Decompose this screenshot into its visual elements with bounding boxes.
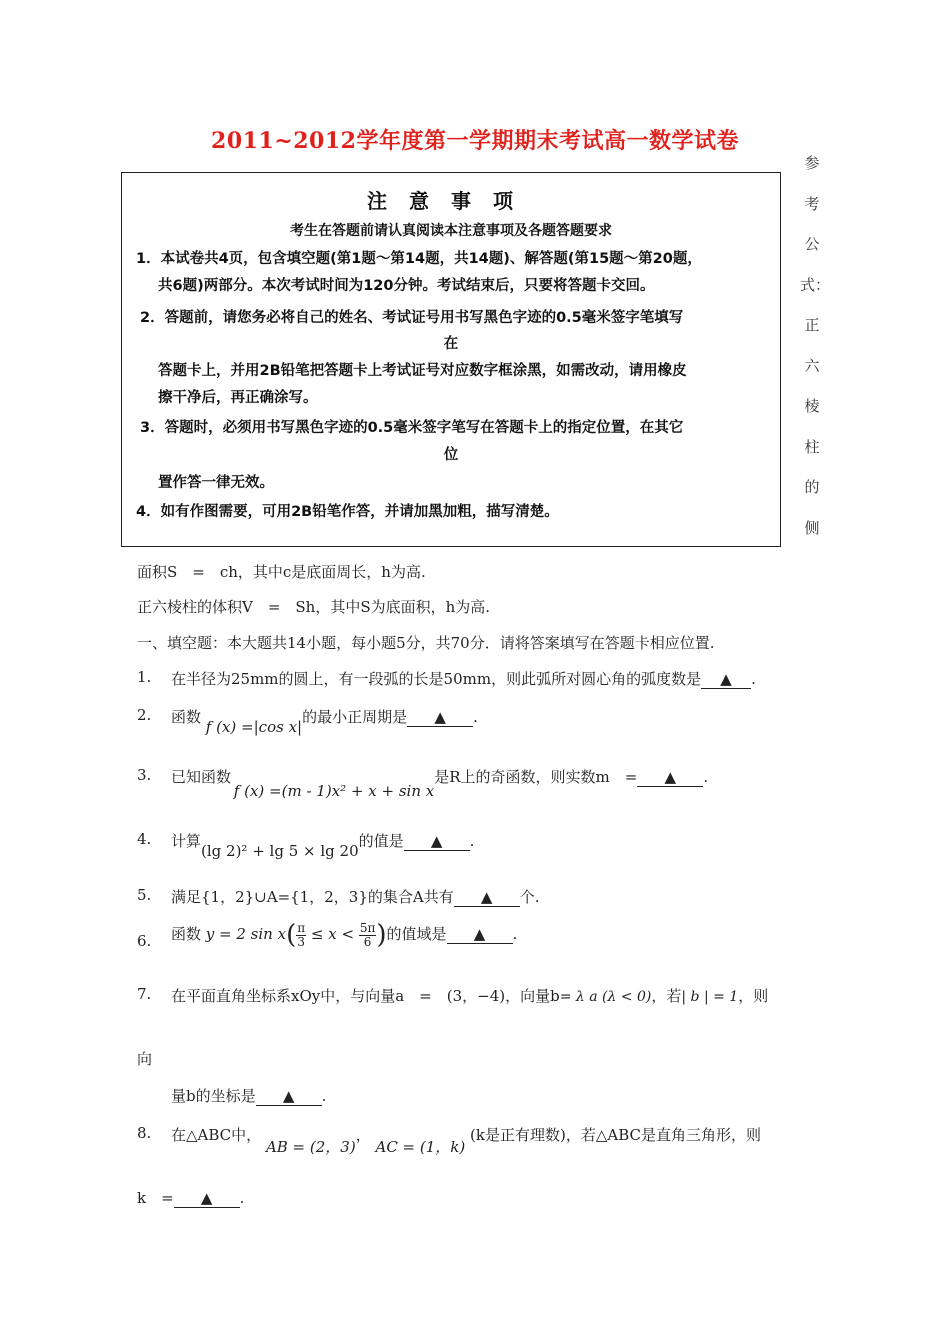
math-expression: = λ a (λ < 0)	[559, 989, 652, 1005]
question-7	[171, 985, 768, 1006]
notice-line: 4．如有作图需要，可用2B铅笔作答，并请加黑加粗，描写清楚。	[136, 504, 559, 520]
question-text: 已知函数	[171, 768, 232, 786]
math-expression: | b | = 1	[681, 989, 739, 1005]
answer-blank: ▲	[407, 709, 473, 727]
question-8-cont: k = ▲ .	[137, 1189, 245, 1207]
answer-blank: ▲	[256, 1088, 322, 1106]
question-5	[171, 886, 539, 907]
notice-line: 2．答题前，请您务必将自己的姓名、考试证号用书写黑色字迹的0.5毫米签字笔填写	[140, 310, 684, 326]
notice-line: 答题卡上，并用2B铅笔把答题卡上考试证号对应数字框涂黑，如需改动，请用橡皮	[158, 363, 687, 379]
question-number: 3.	[137, 766, 152, 784]
math-expression: ≤ x <	[310, 925, 355, 943]
question-4: 计算(lg 2)² + lg 5 × lg 20的值是 ▲ .	[171, 832, 475, 860]
side-char: 考	[804, 194, 820, 213]
question-number: 7.	[137, 985, 152, 1003]
notice-subheading: 考生在答题前请认真阅读本注意事项及各题答题要求	[290, 223, 612, 239]
question-text: 量b的坐标是	[171, 1087, 256, 1105]
question-number: 5.	[137, 886, 152, 904]
question-text: 计算	[171, 832, 202, 850]
side-char: 式：	[800, 275, 831, 294]
formula-volume: 正六棱柱的体积V = Sh，其中S为底面积，h为高.	[137, 598, 491, 616]
question-text: (k是正有理数)，若△ABC是直角三角形，则	[470, 1126, 761, 1144]
notice-heading: 注意事项	[367, 189, 535, 213]
question-text: ，若	[651, 987, 682, 1005]
answer-blank: ▲	[447, 926, 513, 944]
section-heading: 一、填空题：本大题共14小题，每小题5分，共70分．请将答案填写在答题卡相应位置.	[137, 634, 715, 652]
question-text: 的值是	[358, 832, 404, 850]
notice-line: 在	[443, 336, 459, 352]
notice-line: 3．答题时，必须用书写黑色字迹的0.5毫米签字笔写在答题卡上的指定位置，在其它	[140, 420, 684, 436]
formula-lateral-area: 面积S = ch，其中c是底面周长，h为高.	[137, 563, 426, 581]
side-char: 六	[804, 356, 820, 375]
question-text: 在平面直角坐标系xOy中，与向量a = (3，−4)，向量b	[171, 987, 560, 1005]
question-number: 6.	[137, 932, 152, 950]
question-number: 8.	[137, 1124, 152, 1142]
answer-blank: ▲	[404, 833, 470, 851]
side-formula-label	[800, 152, 831, 557]
side-char: 公	[804, 235, 820, 253]
question-text: 在半径为25mm的圆上，有一段弧的长是50mm，则此弧所对圆心角的弧度数是	[171, 670, 702, 688]
notice-line: 擦干净后，再正确涂写。	[158, 390, 318, 406]
answer-blank: ▲	[454, 889, 520, 907]
answer-blank: ▲	[701, 671, 751, 689]
question-number: 4.	[137, 830, 152, 848]
side-char: 的	[804, 478, 820, 496]
notice-line: 共6题)两部分。本次考试时间为120分钟。考试结束后，只要将答题卡交回。	[158, 278, 655, 294]
math-expression: y = 2 sin x	[205, 925, 287, 943]
question-7-cont: 量b的坐标是 ▲ .	[171, 1087, 327, 1105]
fraction-5pi-over-6: $\frac{5\pi}{6}$	[359, 920, 376, 949]
question-1: 在半径为25mm的圆上，有一段弧的长是50mm，则此弧所对圆心角的弧度数是 ▲ .	[171, 670, 756, 688]
question-text: ，则	[738, 987, 769, 1005]
answer-blank: ▲	[174, 1190, 240, 1208]
math-expression: f (x) =|cos x|	[205, 718, 303, 736]
math-expression: AC = (1，k)	[375, 1138, 466, 1156]
question-text: 的值域是	[386, 925, 447, 943]
question-text: 函数	[171, 925, 202, 943]
side-char: 侧	[804, 518, 820, 537]
question-number: 2.	[137, 706, 152, 724]
question-6: 函数 y = 2 sin x( $\frac{\pi}{3}$ ≤ x < $\frac{5\pi}{6}$ )的值域是 ▲ .	[171, 920, 518, 950]
question-text: 的最小正周期是	[302, 708, 408, 726]
notice-line: 1．本试卷共4页，包含填空题(第1题～第14题，共14题)、解答题(第15题～第20题，	[136, 251, 702, 267]
question-text: 是R上的奇函数，则实数m =	[434, 768, 638, 786]
question-text: 个.	[519, 888, 540, 906]
side-char: 棱	[804, 397, 820, 415]
question-3: 已知函数 f (x) =(m - 1)x² + x + sin x是R上的奇函数，则实数m = ▲ .	[171, 768, 709, 800]
math-expression: f (x) =(m - 1)x² + x + sin x	[233, 782, 435, 800]
math-expression: (lg 2)² + lg 5 × lg 20	[201, 842, 359, 860]
fraction-pi-over-3: $\frac{\pi}{3}$	[297, 920, 306, 949]
side-char: 正	[804, 316, 820, 334]
question-text: 满足{1，2}∪A={1，2，3}的集合A共有	[171, 888, 454, 906]
side-char: 参	[804, 154, 820, 172]
answer-blank: ▲	[637, 769, 703, 787]
question-number: 1.	[137, 668, 152, 686]
question-7-wrap: 向	[137, 1050, 153, 1068]
question-8: 在△ABC中， AB = (2，3)， AC = (1，k) (k是正有理数)，若△ABC是直角三角形，则	[171, 1126, 761, 1156]
exam-title: 2011~2012学年度第一学期期末考试高一数学试卷	[211, 128, 739, 154]
side-char: 柱	[804, 437, 820, 456]
notice-line: 置作答一律无效。	[158, 475, 274, 491]
math-expression: AB = (2，3)	[265, 1138, 356, 1156]
question-text: 在△ABC中，	[171, 1126, 262, 1144]
notice-line: 位	[443, 447, 459, 463]
question-text: 函数	[171, 708, 202, 726]
question-text: k =	[137, 1189, 174, 1207]
question-2: 函数 f (x) =|cos x|的最小正周期是 ▲ .	[171, 708, 478, 736]
notice-box	[121, 172, 781, 547]
